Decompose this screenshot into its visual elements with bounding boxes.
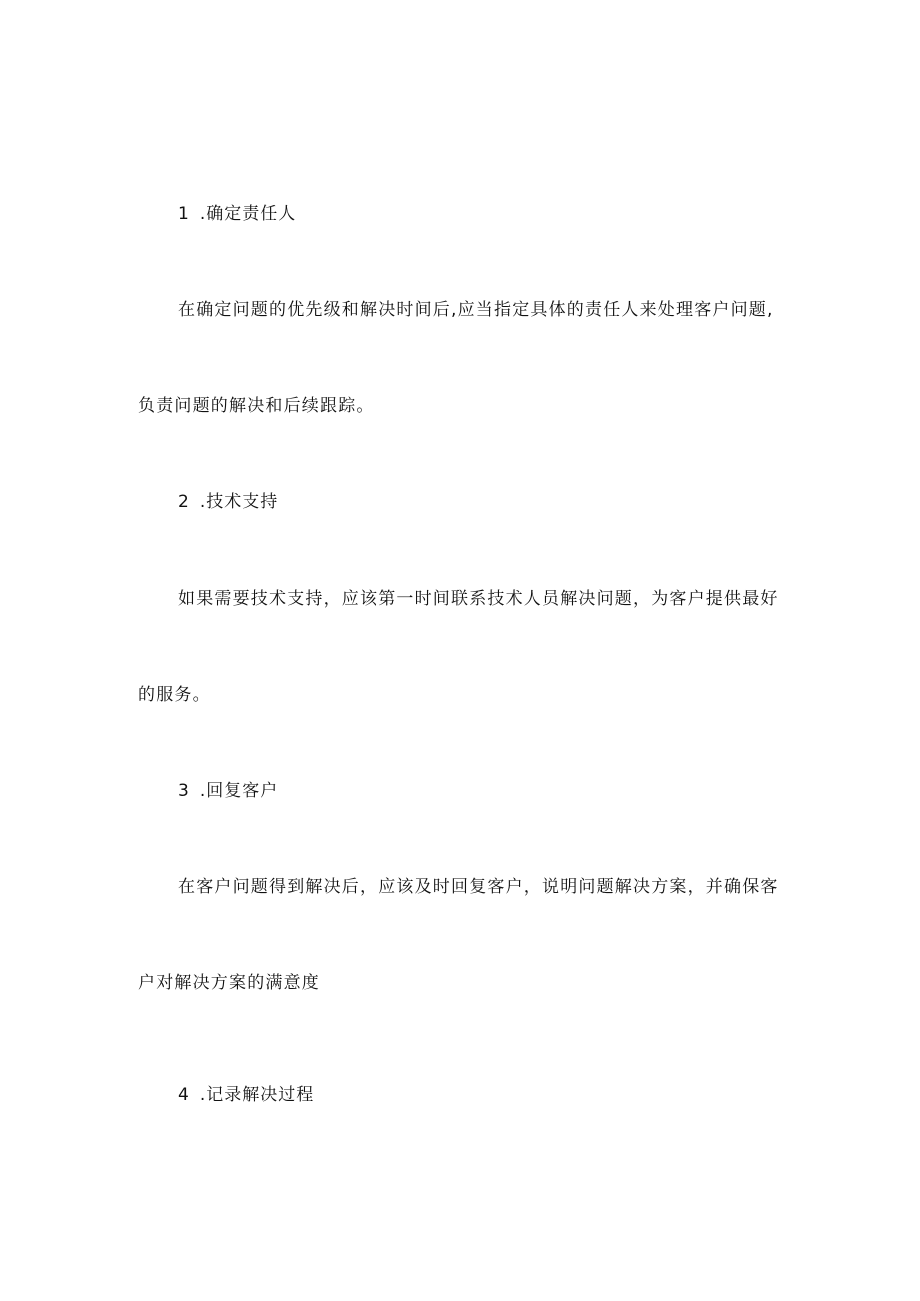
section-3-number: 3 xyxy=(178,781,190,801)
section-1-heading xyxy=(178,202,296,226)
section-3-paragraph-line-1: 在客户问题得到解决后，应该及时回复客户，说明问题解决方案，并确保客 xyxy=(178,877,779,897)
section-4-heading xyxy=(178,1083,314,1107)
section-4-title: .记录解决过程 xyxy=(199,1085,315,1105)
section-2-paragraph-line-2: 的服务。 xyxy=(138,685,211,705)
section-1-paragraph-line-1: 在确定问题的优先级和解决时间后,应当指定具体的责任人来处理客户问题, xyxy=(178,300,774,320)
section-3-paragraph-line-2: 户对解决方案的满意度 xyxy=(138,973,320,993)
section-2-heading xyxy=(178,490,278,514)
section-3-title: .回复客户 xyxy=(199,781,279,801)
section-2-number: 2 xyxy=(178,492,190,512)
section-3-heading xyxy=(178,779,278,803)
section-1-title: .确定责任人 xyxy=(199,204,297,224)
section-2-title: .技术支持 xyxy=(199,492,279,512)
section-2-paragraph-line-1: 如果需要技术支持，应该第一时间联系技术人员解决问题，为客户提供最好 xyxy=(178,589,779,609)
section-4-number: 4 xyxy=(178,1085,190,1105)
section-1-number: 1 xyxy=(178,204,190,224)
section-1-paragraph-line-2: 负责问题的解决和后续跟踪。 xyxy=(138,396,375,416)
